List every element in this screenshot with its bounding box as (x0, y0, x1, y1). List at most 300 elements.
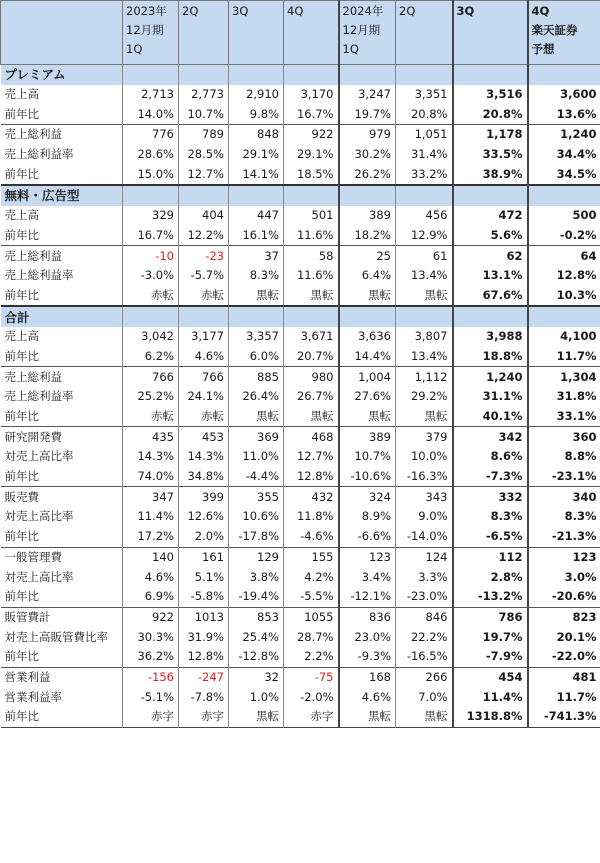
table-cell: 20.8% (453, 104, 528, 124)
table-cell: 10.6% (229, 507, 284, 527)
table-cell: 13.1% (453, 266, 528, 286)
row-label: 販管費計 (1, 607, 123, 627)
table-cell: 1,178 (453, 125, 528, 145)
table-cell: 360 (528, 427, 600, 447)
table-cell: 25.4% (229, 627, 284, 647)
table-cell: 2.2% (284, 647, 339, 667)
table-cell: 3,671 (284, 327, 339, 347)
section-row (1, 65, 600, 85)
table-cell: 29.1% (284, 145, 339, 165)
table-row (1, 547, 600, 567)
table-cell: 456 (396, 206, 453, 226)
table-cell: 32 (229, 667, 284, 687)
section-row (1, 185, 600, 206)
table-cell: -4.4% (229, 467, 284, 487)
table-cell: 27.6% (339, 387, 396, 407)
table-cell: 62 (453, 246, 528, 266)
table-cell (284, 65, 339, 85)
row-label: 合計 (1, 306, 123, 327)
table-cell: 4.6% (339, 687, 396, 707)
table-cell: 155 (284, 547, 339, 567)
table-cell: 140 (123, 547, 179, 567)
table-cell: 34.8% (179, 467, 229, 487)
table-cell: 123 (339, 547, 396, 567)
table-cell: 28.5% (179, 145, 229, 165)
table-cell: 6.9% (123, 587, 179, 607)
column-header: 2Q (179, 1, 229, 65)
table-cell: 14.3% (123, 447, 179, 467)
table-cell: 16.1% (229, 226, 284, 246)
table-cell: 13.4% (396, 347, 453, 367)
table-cell: 黒転 (229, 286, 284, 307)
table-cell: 1,240 (528, 125, 600, 145)
table-cell: 11.7% (528, 687, 600, 707)
table-cell: 23.0% (339, 627, 396, 647)
row-label: 売上総利益 (1, 125, 123, 145)
table-cell: 355 (229, 487, 284, 507)
table-cell: 8.9% (339, 507, 396, 527)
table-cell: -5.5% (284, 587, 339, 607)
table-row (1, 527, 600, 547)
table-cell: 30.3% (123, 627, 179, 647)
table-cell: 776 (123, 125, 179, 145)
table-cell: 7.0% (396, 687, 453, 707)
row-label: 売上高 (4, 329, 39, 344)
row-label: 売上総利益率 (4, 268, 74, 283)
table-cell: -12.8% (229, 647, 284, 667)
table-cell: 112 (453, 547, 528, 567)
table-cell: 1013 (179, 607, 229, 627)
table-cell: 343 (396, 487, 453, 507)
table-cell (179, 65, 229, 85)
table-cell: 848 (229, 125, 284, 145)
table-cell: 12.7% (284, 447, 339, 467)
table-cell: 37 (229, 246, 284, 266)
table-cell: 18.8% (453, 347, 528, 367)
table-cell: 1.0% (229, 687, 284, 707)
table-cell: 赤転 (123, 286, 179, 307)
table-cell: -5.8% (179, 587, 229, 607)
table-cell: 500 (528, 206, 600, 226)
table-cell: 10.0% (396, 447, 453, 467)
table-cell: 26.2% (339, 164, 396, 185)
table-cell: 1,004 (339, 367, 396, 387)
table-row (1, 447, 600, 467)
table-cell: 黒転 (396, 286, 453, 307)
table-cell: 19.7% (339, 104, 396, 124)
table-cell: 3,600 (528, 85, 600, 105)
table-cell: 67.6% (453, 286, 528, 307)
table-row (1, 367, 600, 387)
table-cell: 18.2% (339, 226, 396, 246)
table-cell: 468 (284, 427, 339, 447)
table-cell: -6.6% (339, 527, 396, 547)
table-cell: -19.4% (229, 587, 284, 607)
table-row (1, 567, 600, 587)
table-cell: 6.4% (339, 266, 396, 286)
table-cell: 9.8% (229, 104, 284, 124)
table-cell: 黒転 (229, 407, 284, 427)
table-cell: 6.2% (123, 347, 179, 367)
table-cell: 19.7% (453, 627, 528, 647)
table-cell (179, 185, 229, 206)
table-cell: 8.3% (528, 507, 600, 527)
table-cell: 885 (229, 367, 284, 387)
header-corner (1, 1, 123, 65)
table-row (1, 587, 600, 607)
row-label: 前年比 (4, 166, 39, 181)
table-cell: 赤字 (284, 707, 339, 727)
column-header: 2Q (396, 1, 453, 65)
table-cell: 26.7% (284, 387, 339, 407)
row-label: プレミアム (1, 65, 123, 85)
table-cell: 3,807 (396, 327, 453, 347)
table-cell: -10.6% (339, 467, 396, 487)
table-cell: 922 (123, 607, 179, 627)
table-cell: 25.2% (123, 387, 179, 407)
table-row (1, 85, 600, 105)
table-cell: 黒転 (229, 707, 284, 727)
table-cell: 13.6% (528, 104, 600, 124)
table-cell: -23 (179, 246, 229, 266)
table-cell: 3,170 (284, 85, 339, 105)
table-cell: 12.8% (284, 467, 339, 487)
table-cell: 853 (229, 607, 284, 627)
table-cell: 26.4% (229, 387, 284, 407)
table-cell (229, 306, 284, 327)
table-cell: 481 (528, 667, 600, 687)
table-cell: -5.1% (123, 687, 179, 707)
table-cell: 5.6% (453, 226, 528, 246)
table-cell: 黒転 (339, 707, 396, 727)
table-cell: 赤転 (179, 407, 229, 427)
table-cell: -5.7% (179, 266, 229, 286)
table-cell: 29.2% (396, 387, 453, 407)
table-cell: 168 (339, 667, 396, 687)
table-cell: 453 (179, 427, 229, 447)
table-cell: -6.5% (453, 527, 528, 547)
table-cell: -7.8% (179, 687, 229, 707)
row-label: 売上高 (4, 87, 39, 102)
table-cell: 3,351 (396, 85, 453, 105)
table-cell: 12.7% (179, 164, 229, 185)
table-cell (339, 185, 396, 206)
table-cell: 11.6% (284, 266, 339, 286)
table-cell: 34.4% (528, 145, 600, 165)
table-cell: 40.1% (453, 407, 528, 427)
table-cell: 389 (339, 427, 396, 447)
table-cell (123, 306, 179, 327)
table-cell: 1,240 (453, 367, 528, 387)
row-label: 前年比 (4, 529, 39, 544)
table-cell: 22.2% (396, 627, 453, 647)
table-cell: 18.5% (284, 164, 339, 185)
table-cell (339, 306, 396, 327)
row-label: 前年比 (4, 409, 39, 424)
table-cell (123, 65, 179, 85)
table-cell: 766 (179, 367, 229, 387)
table-cell: 6.0% (229, 347, 284, 367)
row-label: 前年比 (4, 227, 39, 242)
column-header: 2023年 12月期 1Q (123, 1, 179, 65)
table-cell: 61 (396, 246, 453, 266)
table-cell (396, 65, 453, 85)
table-row (1, 507, 600, 527)
table-cell: 501 (284, 206, 339, 226)
row-label: 売上総利益 (1, 367, 123, 387)
table-cell (453, 185, 528, 206)
table-cell: 24.1% (179, 387, 229, 407)
table-cell: 31.9% (179, 627, 229, 647)
table-cell: 12.8% (528, 266, 600, 286)
table-cell: 36.2% (123, 647, 179, 667)
table-cell: 766 (123, 367, 179, 387)
table-row (1, 607, 600, 627)
table-cell: 3,988 (453, 327, 528, 347)
table-cell: -14.0% (396, 527, 453, 547)
table-cell (396, 185, 453, 206)
table-cell: 3,516 (453, 85, 528, 105)
section-row (1, 306, 600, 327)
table-cell: 447 (229, 206, 284, 226)
table-cell: 74.0% (123, 467, 179, 487)
table-cell: 黒転 (284, 286, 339, 307)
table-row (1, 286, 600, 307)
table-cell (396, 306, 453, 327)
table-cell: 8.6% (453, 447, 528, 467)
row-label: 売上総利益率 (4, 147, 74, 162)
table-row (1, 206, 600, 226)
table-cell: 389 (339, 206, 396, 226)
table-cell: 786 (453, 607, 528, 627)
table-cell: -247 (179, 667, 229, 687)
table-cell: 2.0% (179, 527, 229, 547)
table-row (1, 266, 600, 286)
table-cell: 3.0% (528, 567, 600, 587)
row-label: 前年比 (4, 348, 39, 363)
table-cell (229, 65, 284, 85)
table-cell: 34.5% (528, 164, 600, 185)
table-cell: 1,304 (528, 367, 600, 387)
column-header: 3Q (229, 1, 284, 65)
table-cell: 黒転 (284, 407, 339, 427)
table-cell: 28.6% (123, 145, 179, 165)
table-cell: 赤字 (123, 707, 179, 727)
table-cell: 33.1% (528, 407, 600, 427)
table-cell: 20.8% (396, 104, 453, 124)
row-label: 営業利益率 (4, 689, 62, 704)
table-cell: 12.9% (396, 226, 453, 246)
row-label: 前年比 (4, 469, 39, 484)
table-cell: 12.6% (179, 507, 229, 527)
table-cell: 12.8% (179, 647, 229, 667)
table-cell (339, 65, 396, 85)
row-label: 売上高 (4, 208, 39, 223)
table-cell: 20.1% (528, 627, 600, 647)
table-row (1, 707, 600, 727)
row-label: 無料・広告型 (1, 185, 123, 206)
table-cell (229, 185, 284, 206)
table-cell: 25 (339, 246, 396, 266)
table-cell: -21.3% (528, 527, 600, 547)
table-row (1, 647, 600, 667)
table-cell: 342 (453, 427, 528, 447)
table-cell: -12.1% (339, 587, 396, 607)
table-row (1, 145, 600, 165)
table-row (1, 387, 600, 407)
row-label: 対売上高販管費比率 (4, 629, 108, 644)
table-cell: 赤字 (179, 707, 229, 727)
row-label: 対売上高比率 (4, 449, 74, 464)
table-cell: -20.6% (528, 587, 600, 607)
table-cell (528, 185, 600, 206)
table-cell (528, 306, 600, 327)
table-cell: 12.2% (179, 226, 229, 246)
table-cell: -75 (284, 667, 339, 687)
table-cell: -13.2% (453, 587, 528, 607)
table-cell (453, 65, 528, 85)
table-cell: 4.2% (284, 567, 339, 587)
row-label: 研究開発費 (1, 427, 123, 447)
table-cell: 980 (284, 367, 339, 387)
table-cell: 赤転 (179, 286, 229, 307)
table-cell: 2,713 (123, 85, 179, 105)
row-label: 前年比 (4, 709, 39, 724)
table-cell: 16.7% (284, 104, 339, 124)
table-cell: 10.3% (528, 286, 600, 307)
table-cell: 20.7% (284, 347, 339, 367)
table-cell: 13.4% (396, 266, 453, 286)
table-cell: 369 (229, 427, 284, 447)
table-cell: -17.8% (229, 527, 284, 547)
table-cell: -23.0% (396, 587, 453, 607)
table-cell: 17.2% (123, 527, 179, 547)
table-cell: 31.8% (528, 387, 600, 407)
table-cell: 3.4% (339, 567, 396, 587)
table-row (1, 427, 600, 447)
table-cell: 11.7% (528, 347, 600, 367)
table-cell: 123 (528, 547, 600, 567)
table-cell: 黒転 (396, 407, 453, 427)
table-cell: 347 (123, 487, 179, 507)
table-cell: 3,636 (339, 327, 396, 347)
table-cell: 454 (453, 667, 528, 687)
table-cell: 28.7% (284, 627, 339, 647)
table-row (1, 487, 600, 507)
table-cell: -7.3% (453, 467, 528, 487)
table-cell (453, 306, 528, 327)
table-cell: 38.9% (453, 164, 528, 185)
table-cell (284, 185, 339, 206)
table-cell: 404 (179, 206, 229, 226)
table-cell: 15.0% (123, 164, 179, 185)
table-cell: 黒転 (396, 707, 453, 727)
table-row (1, 627, 600, 647)
table-cell (123, 185, 179, 206)
table-cell: 14.3% (179, 447, 229, 467)
header-row (1, 1, 600, 65)
table-cell: 922 (284, 125, 339, 145)
table-cell: 3,357 (229, 327, 284, 347)
table-cell: -4.6% (284, 527, 339, 547)
table-cell: -3.0% (123, 266, 179, 286)
row-label: 対売上高比率 (4, 509, 74, 524)
table-cell: 3,042 (123, 327, 179, 347)
table-cell: 435 (123, 427, 179, 447)
column-header: 3Q (453, 1, 528, 65)
table-row (1, 226, 600, 246)
row-label: 一般管理費 (1, 547, 123, 567)
table-cell: 58 (284, 246, 339, 266)
table-cell: 29.1% (229, 145, 284, 165)
table-cell: -23.1% (528, 467, 600, 487)
table-cell: 3.3% (396, 567, 453, 587)
table-cell: 329 (123, 206, 179, 226)
table-cell: 10.7% (179, 104, 229, 124)
table-row (1, 467, 600, 487)
table-cell: 332 (453, 487, 528, 507)
row-label: 営業利益 (1, 667, 123, 687)
table-cell: 4,100 (528, 327, 600, 347)
table-cell: 11.4% (123, 507, 179, 527)
row-label: 対売上高比率 (4, 569, 74, 584)
table-cell: 3.8% (229, 567, 284, 587)
table-cell: 1318.8% (453, 707, 528, 727)
table-cell: 432 (284, 487, 339, 507)
table-cell: 赤転 (123, 407, 179, 427)
table-cell: 14.1% (229, 164, 284, 185)
table-cell: 16.7% (123, 226, 179, 246)
table-cell: 30.2% (339, 145, 396, 165)
row-label: 前年比 (4, 106, 39, 121)
table-cell: 黒転 (339, 286, 396, 307)
table-cell: 8.3% (229, 266, 284, 286)
table-cell: -741.3% (528, 707, 600, 727)
table-cell: 8.3% (453, 507, 528, 527)
table-cell (179, 306, 229, 327)
table-cell: 3,177 (179, 327, 229, 347)
table-cell: 2,910 (229, 85, 284, 105)
table-cell: 379 (396, 427, 453, 447)
table-row (1, 347, 600, 367)
table-cell: 1,051 (396, 125, 453, 145)
table-cell: 340 (528, 487, 600, 507)
row-label: 売上総利益 (1, 246, 123, 266)
table-cell: -22.0% (528, 647, 600, 667)
table-cell: 4.6% (123, 567, 179, 587)
table-cell: -9.3% (339, 647, 396, 667)
table-cell: -16.3% (396, 467, 453, 487)
table-cell: 14.4% (339, 347, 396, 367)
table-cell (528, 65, 600, 85)
table-cell: 8.8% (528, 447, 600, 467)
row-label: 前年比 (4, 589, 39, 604)
table-cell: 5.1% (179, 567, 229, 587)
table-row (1, 246, 600, 266)
table-row (1, 407, 600, 427)
table-cell: 31.4% (396, 145, 453, 165)
table-cell: 1,112 (396, 367, 453, 387)
column-header: 2024年 12月期 1Q (339, 1, 396, 65)
table-cell: 14.0% (123, 104, 179, 124)
table-row (1, 164, 600, 185)
table-cell: 黒転 (339, 407, 396, 427)
table-row (1, 667, 600, 687)
table-cell: 64 (528, 246, 600, 266)
row-label: 販売費 (1, 487, 123, 507)
table-cell: 9.0% (396, 507, 453, 527)
table-cell: -7.9% (453, 647, 528, 667)
